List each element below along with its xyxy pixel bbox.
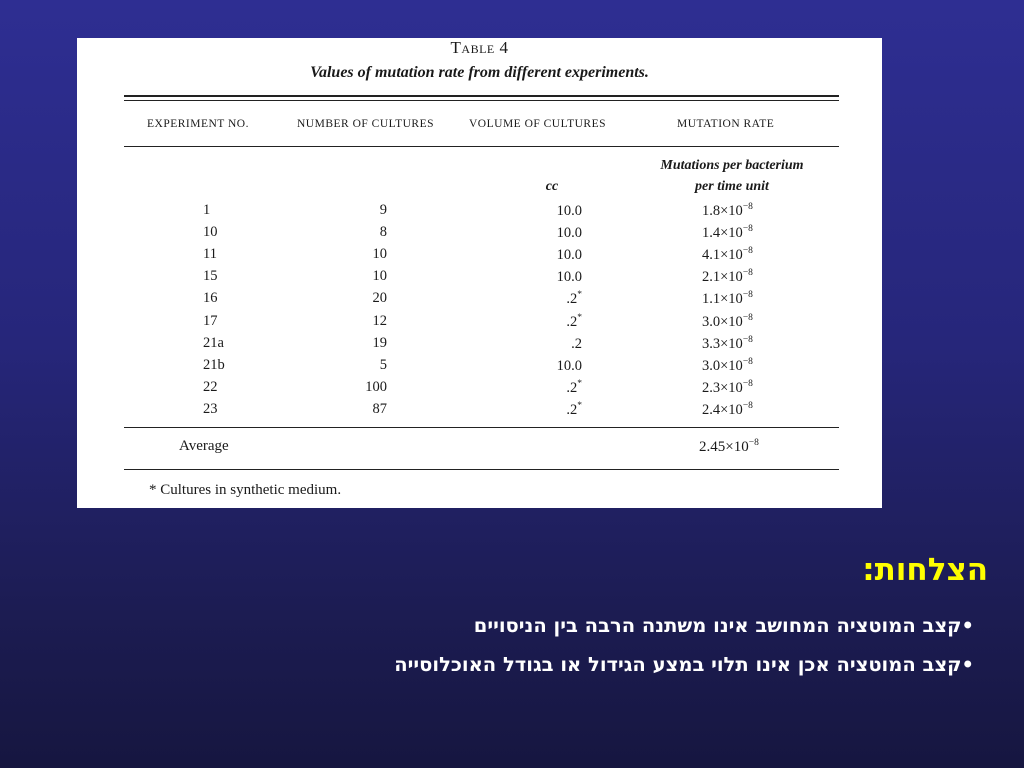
cell-experiment: 21b [203, 356, 225, 373]
cell-experiment: 10 [203, 224, 218, 241]
cell-cultures: 87 [372, 400, 387, 417]
cell-volume [517, 246, 582, 264]
cell-mutation-rate [702, 401, 753, 419]
cell-volume [517, 290, 582, 308]
table-row [77, 379, 882, 401]
header-rule [124, 146, 839, 147]
cell-experiment: 15 [203, 268, 218, 285]
volume-value: .2 [566, 291, 578, 308]
table-title: Table 4 [450, 38, 509, 57]
rate-unit-line1: Mutations per bacterium [660, 158, 804, 173]
volume-value: .2 [571, 335, 582, 352]
cell-experiment: 11 [203, 246, 217, 263]
rate-value: 1.4×10 [702, 224, 743, 241]
table-caption: Values of mutation rate from different experiments. [310, 64, 649, 81]
rate-exponent: −8 [742, 356, 753, 367]
cell-experiment: 16 [203, 290, 218, 307]
cell-mutation-rate [702, 357, 753, 375]
volume-value: .2 [566, 401, 578, 418]
header-rate: MUTATION RATE [677, 118, 775, 130]
rate-exponent: −8 [742, 378, 753, 389]
cell-cultures: 20 [372, 290, 387, 307]
cell-experiment: 21a [203, 334, 224, 351]
rate-exponent: −8 [742, 268, 753, 279]
rate-exponent: −8 [742, 334, 753, 345]
rate-value: 3.0×10 [702, 357, 743, 374]
cell-experiment: 22 [203, 378, 218, 395]
cell-experiment: 1 [203, 202, 211, 218]
rate-exponent: −8 [742, 202, 753, 212]
rate-exponent: −8 [742, 224, 753, 235]
synthetic-medium-mark: * [577, 290, 582, 301]
header-volume: VOLUME OF CULTURES [469, 118, 607, 130]
cell-mutation-rate [702, 313, 753, 331]
cell-mutation-rate [702, 268, 753, 286]
cell-mutation-rate [702, 290, 753, 308]
header-experiment: EXPERIMENT NO. [147, 118, 249, 130]
table-row [77, 224, 882, 246]
volume-value: 10.0 [556, 247, 582, 264]
rate-exponent: −8 [742, 246, 753, 257]
cell-volume [517, 224, 582, 242]
cell-mutation-rate [702, 224, 753, 242]
conclusions-list [394, 614, 974, 692]
rate-value: 3.3×10 [702, 335, 743, 352]
table-row [77, 246, 882, 268]
cell-cultures: 8 [379, 224, 387, 241]
top-double-rule-2 [124, 100, 839, 101]
cell-volume [517, 268, 582, 286]
cell-cultures: 100 [365, 378, 387, 395]
cell-cultures: 19 [372, 334, 387, 351]
rate-value: 4.1×10 [702, 247, 743, 264]
cell-cultures: 9 [379, 202, 387, 218]
cell-cultures: 12 [372, 312, 387, 329]
volume-value: 10.0 [556, 357, 582, 374]
cell-volume [517, 357, 582, 375]
table-footnote: * Cultures in synthetic medium. [149, 482, 342, 498]
cell-mutation-rate [702, 335, 753, 353]
mutation-rate-table-image [77, 38, 882, 508]
cell-volume [517, 335, 582, 353]
cell-cultures: 10 [372, 246, 387, 263]
cell-cultures: 10 [372, 268, 387, 285]
cell-volume [517, 379, 582, 397]
volume-value: .2 [566, 379, 578, 396]
bottom-rule [124, 469, 839, 470]
header-cultures: NUMBER OF CULTURES [297, 118, 435, 130]
synthetic-medium-mark: * [577, 400, 582, 411]
cell-cultures: 5 [379, 356, 387, 373]
conclusion-bullet-2: •קצב המוטציה אכן אינו תלוי במצע הגידול או בגודל האוכלוסייה [394, 653, 974, 676]
average-label: Average [179, 438, 229, 454]
volume-value: 10.0 [556, 224, 582, 241]
rate-exponent: −8 [742, 400, 753, 411]
rate-value: 1.1×10 [702, 291, 743, 308]
rate-value: 3.0×10 [702, 313, 743, 330]
rate-value: 1.8×10 [702, 202, 743, 219]
volume-value: 10.0 [556, 202, 582, 219]
rate-exponent: −8 [742, 312, 753, 323]
cell-mutation-rate [702, 379, 753, 397]
synthetic-medium-mark: * [577, 378, 582, 389]
table-row [77, 290, 882, 312]
cell-mutation-rate [702, 202, 753, 220]
table-row [77, 268, 882, 290]
rate-value: 2.1×10 [702, 269, 743, 286]
table-row [77, 357, 882, 379]
rate-value: 2.3×10 [702, 379, 743, 396]
synthetic-medium-mark: * [577, 312, 582, 323]
cell-experiment: 23 [203, 400, 218, 417]
rate-unit-line2: per time unit [695, 179, 769, 194]
table-row [77, 202, 882, 224]
volume-unit: cc [545, 179, 559, 194]
rate-value: 2.4×10 [702, 401, 743, 418]
table-row [77, 335, 882, 357]
conclusion-bullet-1: •קצב המוטציה המחושב אינו משתנה הרבה בין הניסויים [473, 614, 974, 637]
top-double-rule-1 [124, 95, 839, 97]
table-row [77, 313, 882, 335]
cell-mutation-rate [702, 246, 753, 264]
average-rule [124, 427, 839, 428]
cell-volume [517, 313, 582, 331]
volume-value: .2 [566, 313, 578, 330]
cell-volume [517, 202, 582, 220]
average-value: $2.45\times 10^{-8}$ [699, 438, 759, 455]
cell-experiment: 17 [203, 312, 218, 329]
cell-volume [517, 401, 582, 419]
table-row [77, 401, 882, 423]
volume-value: 10.0 [556, 269, 582, 286]
conclusions-heading: הצלחות: [862, 552, 988, 588]
rate-exponent: −8 [742, 290, 753, 301]
